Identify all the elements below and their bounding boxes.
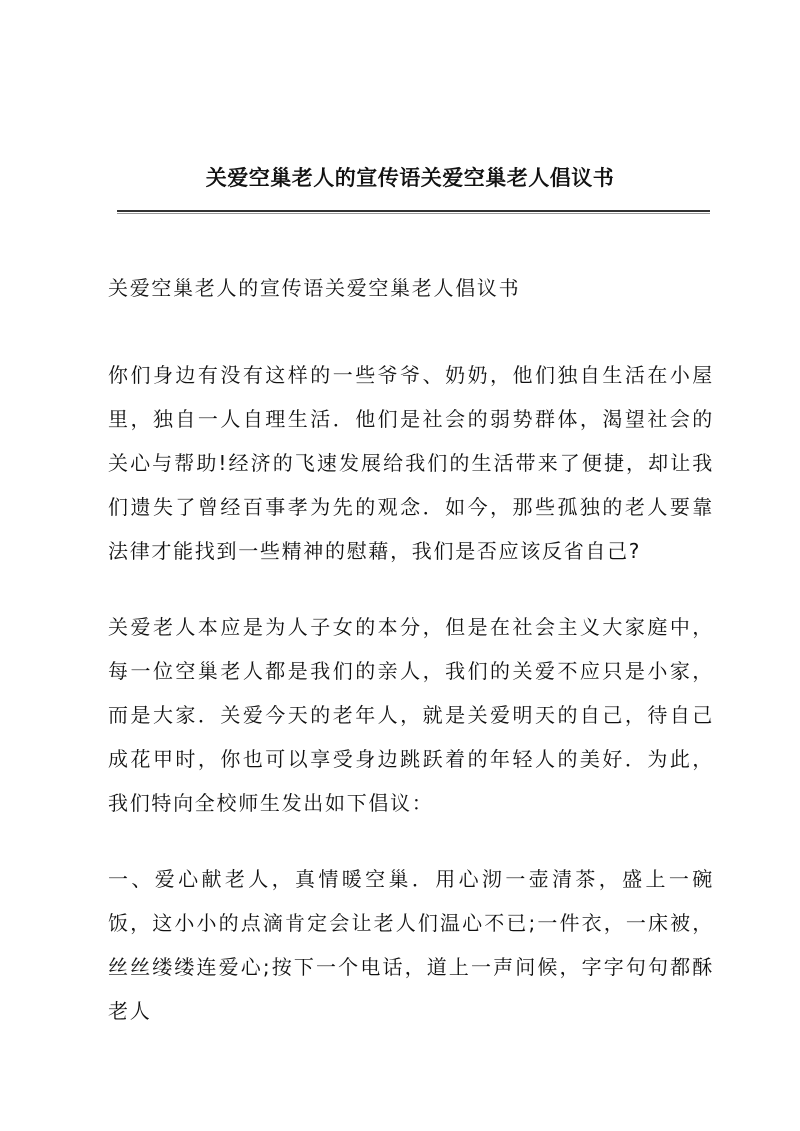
- paragraph-2: 关爱老人本应是为人子女的本分，但是在社会主义大家庭中，每一位空巢老人都是我们的亲人，我们的关爱不应只是小家，而是大家．关爱今天的老年人，就是关爱明天的自己，待自己成花甲时，你也可以享受身边跳跃着的年轻人的美好．为此，我们特向全校师生发出如下倡议：: [108, 615, 714, 815]
- paragraph-3: 一、爱心献老人，真情暖空巢．用心沏一壶清茶，盛上一碗饭，这小小的点滴肯定会让老人们温心不已;一件衣，一床被，丝丝缕缕连爱心;按下一个电话，道上一声问候，字字句句都酥老人: [108, 867, 714, 1023]
- paragraph-1: 你们身边有没有这样的一些爷爷、奶奶，他们独自生活在小屋里，独自一人自理生活．他们是社会的弱势群体，渴望社会的关心与帮助!经济的飞速发展给我们的生活带来了便捷，却让我们遗失了曾经百事孝为先的观念．如今，那些孤独的老人要靠法律才能找到一些精神的慰藉，我们是否应该反省自己?: [108, 363, 714, 563]
- title-divider: [117, 210, 710, 214]
- document-title: 关爱空巢老人的宣传语关爱空巢老人倡议书: [205, 165, 615, 190]
- document-subtitle: 关爱空巢老人的宣传语关爱空巢老人倡议书: [108, 276, 521, 300]
